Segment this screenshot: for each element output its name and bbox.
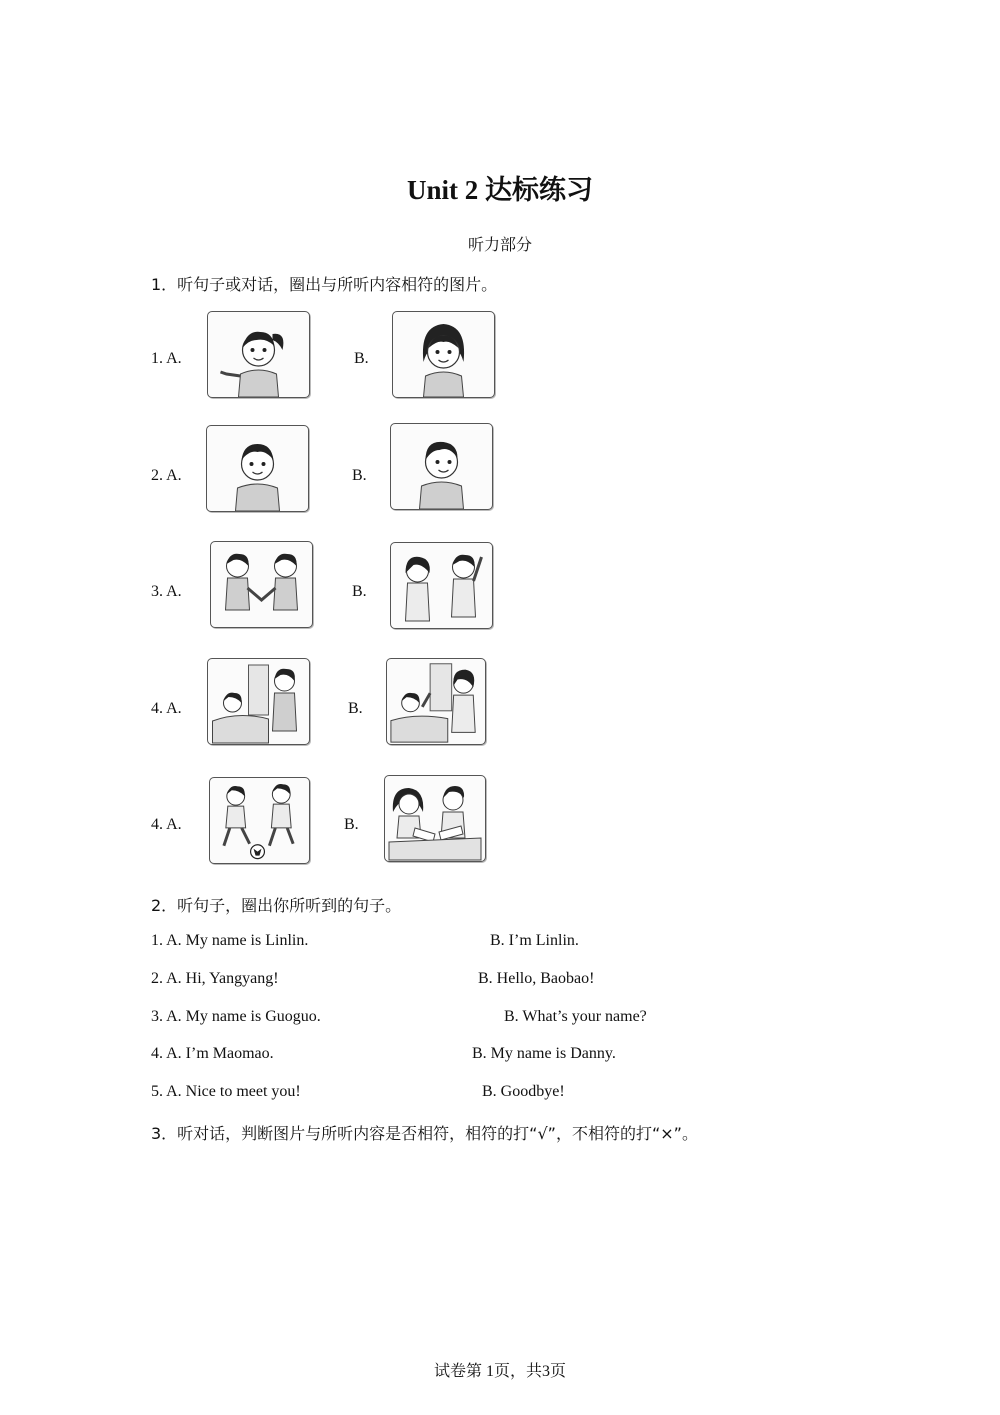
page-title: Unit 2 达标练习: [406, 175, 593, 205]
q1-row5-label-b: B.: [344, 816, 359, 833]
q1-row3-label-a: 3. A.: [151, 583, 182, 600]
q1-row3-picture-b[interactable]: [390, 542, 493, 629]
question-3-heading: 3．听对话，判断图片与所听内容是否相符，相符的打“√”，不相符的打“×”。: [151, 1124, 698, 1143]
page-footer: 试卷第 1页，共3页: [433, 1363, 566, 1380]
q2-item2-option-b[interactable]: B. Hello, Baobao!: [478, 970, 595, 987]
q1-row3-picture-a[interactable]: [210, 541, 313, 628]
q2-item5-option-b[interactable]: B. Goodbye!: [482, 1083, 565, 1100]
question-2-heading: 2．听句子，圈出你所听到的句子。: [151, 896, 402, 915]
goodnight-bedroom-illustration: [387, 659, 485, 744]
girl-pointing-illustration: [208, 312, 309, 397]
q2-item1-option-b[interactable]: B. I’m Linlin.: [490, 932, 579, 949]
q1-row1-picture-b[interactable]: [392, 311, 495, 398]
q1-row4-picture-b[interactable]: [386, 658, 486, 745]
section-title: 听力部分: [467, 235, 532, 254]
q1-row5-label-a: 4. A.: [151, 816, 182, 833]
q1-row2-picture-b[interactable]: [390, 423, 493, 510]
q1-row3-label-b: B.: [352, 583, 367, 600]
boy-side-illustration: [391, 424, 492, 509]
girl-smiling-illustration: [393, 312, 494, 397]
q1-row1-label-b: B.: [354, 350, 369, 367]
q1-row5-picture-a[interactable]: [209, 777, 310, 864]
q2-item3-option-a[interactable]: 3. A. My name is Guoguo.: [151, 1008, 321, 1025]
boy-front-illustration: [207, 426, 308, 511]
q2-item1-option-a[interactable]: 1. A. My name is Linlin.: [151, 932, 309, 949]
q2-item4-option-a[interactable]: 4. A. I’m Maomao.: [151, 1045, 274, 1062]
q2-item4-option-b[interactable]: B. My name is Danny.: [472, 1045, 616, 1062]
q1-row1-picture-a[interactable]: [207, 311, 310, 398]
q1-row2-label-a: 2. A.: [151, 467, 182, 484]
q1-row2-label-b: B.: [352, 467, 367, 484]
q1-row4-picture-a[interactable]: [207, 658, 310, 745]
q1-row5-picture-b[interactable]: [384, 775, 486, 862]
q2-item2-option-a[interactable]: 2. A. Hi, Yangyang!: [151, 970, 279, 987]
children-shaking-hands-illustration: [211, 542, 312, 627]
q1-row2-picture-a[interactable]: [206, 425, 309, 512]
children-reading-at-desk-illustration: [385, 776, 485, 861]
q2-item5-option-a[interactable]: 5. A. Nice to meet you!: [151, 1083, 301, 1100]
question-1-heading: 1．听句子或对话，圈出与所听内容相符的图片。: [151, 275, 498, 294]
q2-item3-option-b[interactable]: B. What’s your name?: [504, 1008, 647, 1025]
q1-row4-label-a: 4. A.: [151, 700, 182, 717]
q1-row4-label-b: B.: [348, 700, 363, 717]
children-waving-illustration: [391, 543, 492, 628]
q1-row1-label-a: 1. A.: [151, 350, 182, 367]
children-playing-football-illustration: [210, 778, 309, 863]
morning-bedroom-illustration: [208, 659, 309, 744]
